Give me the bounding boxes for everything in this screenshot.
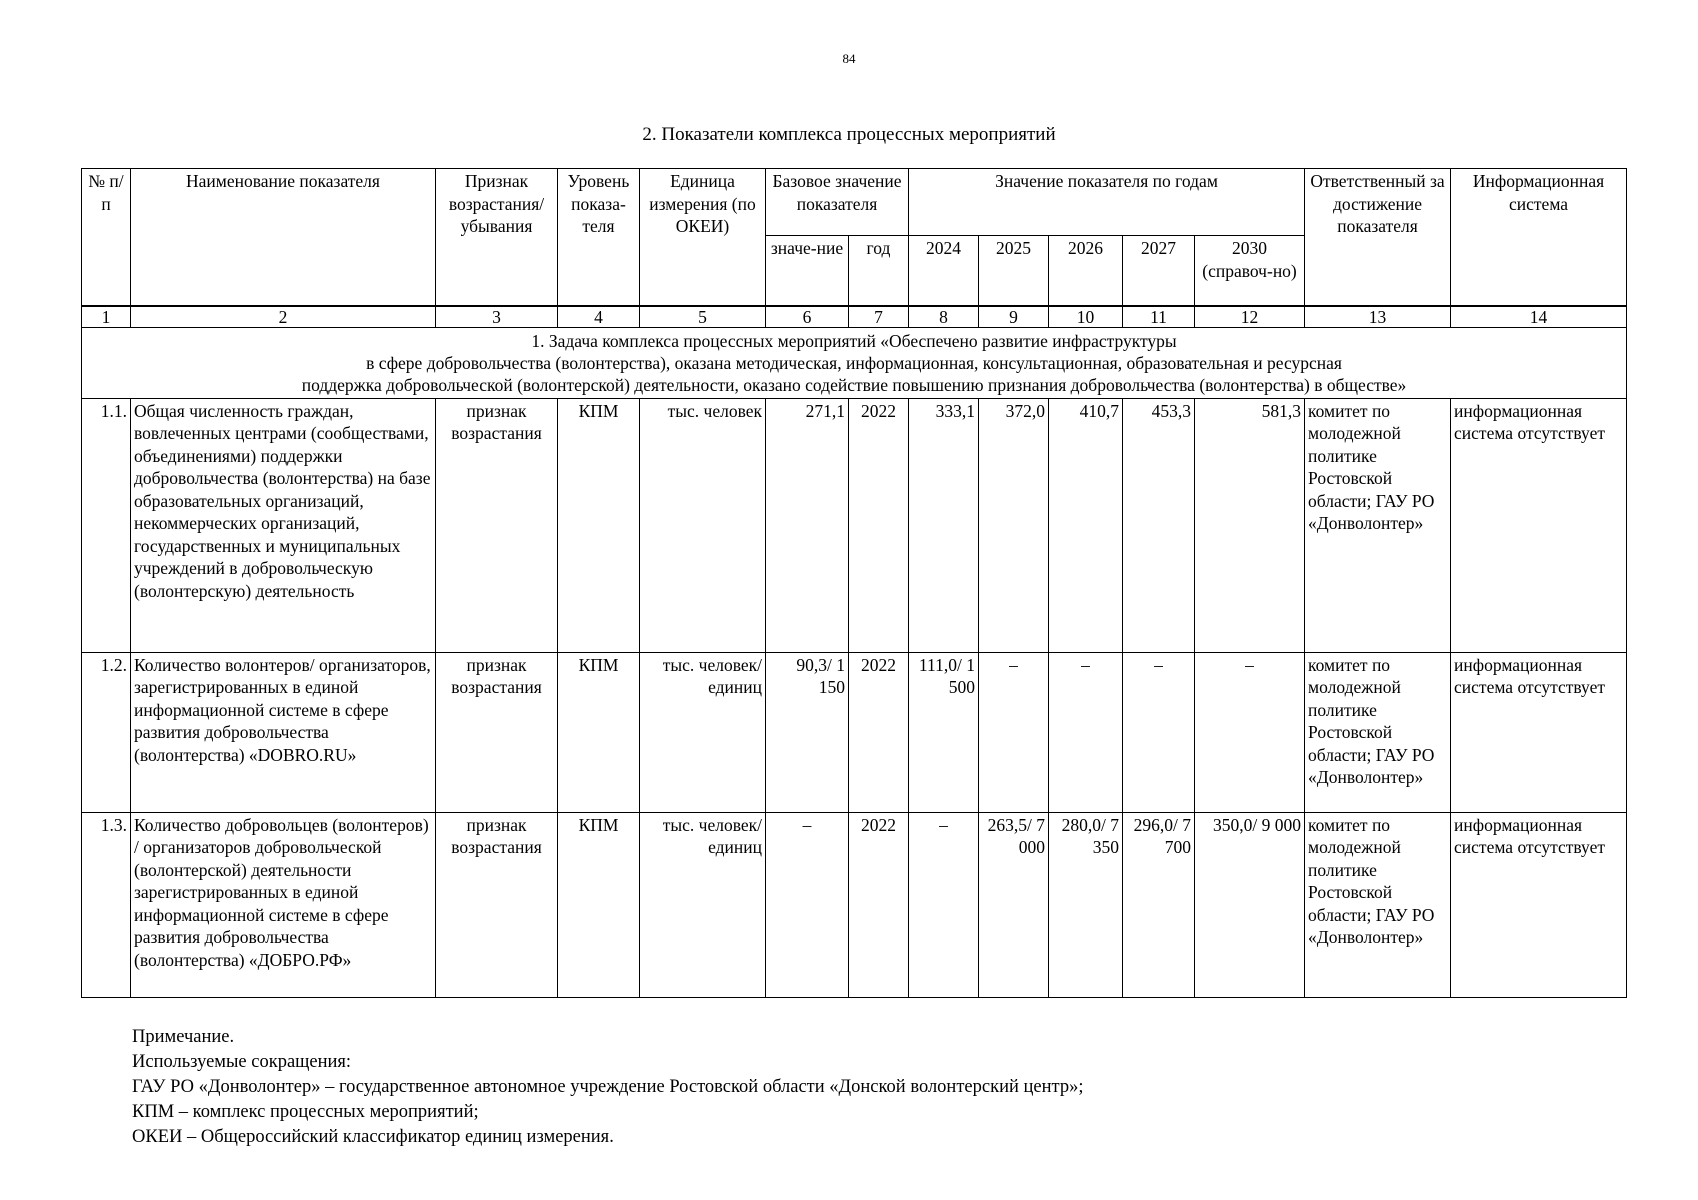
header-responsible: Ответственный за достижение показателя <box>1305 169 1451 306</box>
table-row <box>82 652 1627 812</box>
note-line: ОКЕИ – Общероссийский классификатор единиц измерения. <box>132 1127 614 1147</box>
header-sign: Признак возрастания/ убывания <box>436 169 558 306</box>
column-number: 2 <box>131 306 436 328</box>
row-value-2026: – <box>1049 652 1123 812</box>
header-year-2025: 2025 <box>979 236 1049 306</box>
column-number: 7 <box>849 306 909 328</box>
row-num: 1.3. <box>82 812 131 997</box>
task-line: 1. Задача комплекса процессных мероприятий «Обеспечено развитие инфраструктуры <box>531 330 1177 351</box>
task-line: поддержка добровольческой (волонтерской) деятельности, оказано содействие повышению признания добровольчества (волонтерства) в обществе» <box>301 374 1407 395</box>
header-base: Базовое значение показателя <box>766 169 909 236</box>
row-value-2025: 372,0 <box>979 398 1049 652</box>
column-number: 4 <box>558 306 640 328</box>
row-name: Общая численность граждан, вовлеченных центрами (сообществами, объединениями) поддержки добровольчества (волонтерства) на базе образовательных организаций, некоммерческих организаций, государственных и муниципальных учреждений в добровольческую (волонтерскую) деятельность <box>131 398 436 652</box>
row-value-2027: 453,3 <box>1123 398 1195 652</box>
row-infosys: информационная система отсутствует <box>1451 652 1627 812</box>
header-year-2024: 2024 <box>909 236 979 306</box>
notes-block <box>132 1025 1083 1150</box>
header-year-2030: 2030 (справоч-но) <box>1195 236 1305 306</box>
column-number: 9 <box>979 306 1049 328</box>
column-number: 3 <box>436 306 558 328</box>
row-infosys: информационная система отсутствует <box>1451 812 1627 997</box>
row-base-value: – <box>766 812 849 997</box>
header-infosys: Информационная система <box>1451 169 1627 306</box>
row-sign: признак возрастания <box>436 652 558 812</box>
header-year-2027: 2027 <box>1123 236 1195 306</box>
row-base-year: 2022 <box>849 652 909 812</box>
column-number: 12 <box>1195 306 1305 328</box>
header-by-years: Значение показателя по годам <box>909 169 1305 236</box>
row-unit: тыс. человек <box>640 398 766 652</box>
row-value-2030: – <box>1195 652 1305 812</box>
note-line: КПМ – комплекс процессных мероприятий; <box>132 1102 479 1122</box>
row-responsible: комитет по молодежной политике Ростовской области; ГАУ РО «Донволонтер» <box>1305 652 1451 812</box>
column-number: 10 <box>1049 306 1123 328</box>
row-name: Количество волонтеров/ организаторов, зарегистрированных в единой информационной системе в сфере развития добровольчества (волонтерства) «DOBRO.RU» <box>131 652 436 812</box>
header-num: № п/п <box>82 169 131 306</box>
row-base-year: 2022 <box>849 398 909 652</box>
column-number: 13 <box>1305 306 1451 328</box>
row-value-2024: – <box>909 812 979 997</box>
header-year-2026: 2026 <box>1049 236 1123 306</box>
row-base-year: 2022 <box>849 812 909 997</box>
row-name: Количество добровольцев (волонтеров) / организаторов добровольческой (волонтерской) деятельности зарегистрированных в единой информационной системе в сфере развития добровольчества (волонтерства) «ДОБРО.РФ» <box>131 812 436 997</box>
task-heading <box>82 327 1627 398</box>
header-name: Наименование показателя <box>131 169 436 306</box>
note-line: Примечание. <box>132 1027 235 1047</box>
row-value-2030: 581,3 <box>1195 398 1305 652</box>
table-row <box>82 812 1627 997</box>
row-responsible: комитет по молодежной политике Ростовской области; ГАУ РО «Донволонтер» <box>1305 812 1451 997</box>
row-value-2026: 280,0/ 7 350 <box>1049 812 1123 997</box>
column-number: 1 <box>82 306 131 328</box>
row-num: 1.2. <box>82 652 131 812</box>
column-number: 6 <box>766 306 849 328</box>
page-title: 2. Показатели комплекса процессных мероприятий <box>642 124 1056 145</box>
column-number: 11 <box>1123 306 1195 328</box>
row-base-value: 271,1 <box>766 398 849 652</box>
row-responsible: комитет по молодежной политике Ростовской области; ГАУ РО «Донволонтер» <box>1305 398 1451 652</box>
row-infosys: информационная система отсутствует <box>1451 398 1627 652</box>
row-level: КПМ <box>558 398 640 652</box>
row-value-2026: 410,7 <box>1049 398 1123 652</box>
indicators-table <box>81 168 1627 998</box>
row-value-2027: – <box>1123 652 1195 812</box>
row-num: 1.1. <box>82 398 131 652</box>
note-line: ГАУ РО «Донволонтер» – государственное автономное учреждение Ростовской области «Донской волонтерский центр»; <box>132 1077 1084 1097</box>
header-row <box>82 169 1627 236</box>
task-line: в сфере добровольчества (волонтерства), оказана методическая, информационная, консультационная, образовательная и ресурсная <box>366 352 1342 373</box>
row-value-2025: 263,5/ 7 000 <box>979 812 1049 997</box>
row-value-2027: 296,0/ 7 700 <box>1123 812 1195 997</box>
header-base-year: год <box>849 236 909 306</box>
row-sign: признак возрастания <box>436 398 558 652</box>
column-number: 5 <box>640 306 766 328</box>
column-number: 14 <box>1451 306 1627 328</box>
table-row <box>82 398 1627 652</box>
row-sign: признак возрастания <box>436 812 558 997</box>
row-value-2024: 111,0/ 1 500 <box>909 652 979 812</box>
row-level: КПМ <box>558 812 640 997</box>
row-unit: тыс. человек/ единиц <box>640 652 766 812</box>
row-base-value: 90,3/ 1 150 <box>766 652 849 812</box>
row-level: КПМ <box>558 652 640 812</box>
column-numbers-row <box>82 306 1627 328</box>
header-base-value: значе-ние <box>766 236 849 306</box>
page-number: 84 <box>842 51 856 66</box>
row-unit: тыс. человек/ единиц <box>640 812 766 997</box>
column-number: 8 <box>909 306 979 328</box>
row-value-2024: 333,1 <box>909 398 979 652</box>
row-value-2025: – <box>979 652 1049 812</box>
task-row <box>82 327 1627 398</box>
header-unit: Единица измерения (по ОКЕИ) <box>640 169 766 306</box>
header-level: Уровень показа-теля <box>558 169 640 306</box>
row-value-2030: 350,0/ 9 000 <box>1195 812 1305 997</box>
note-line: Используемые сокращения: <box>132 1052 352 1072</box>
